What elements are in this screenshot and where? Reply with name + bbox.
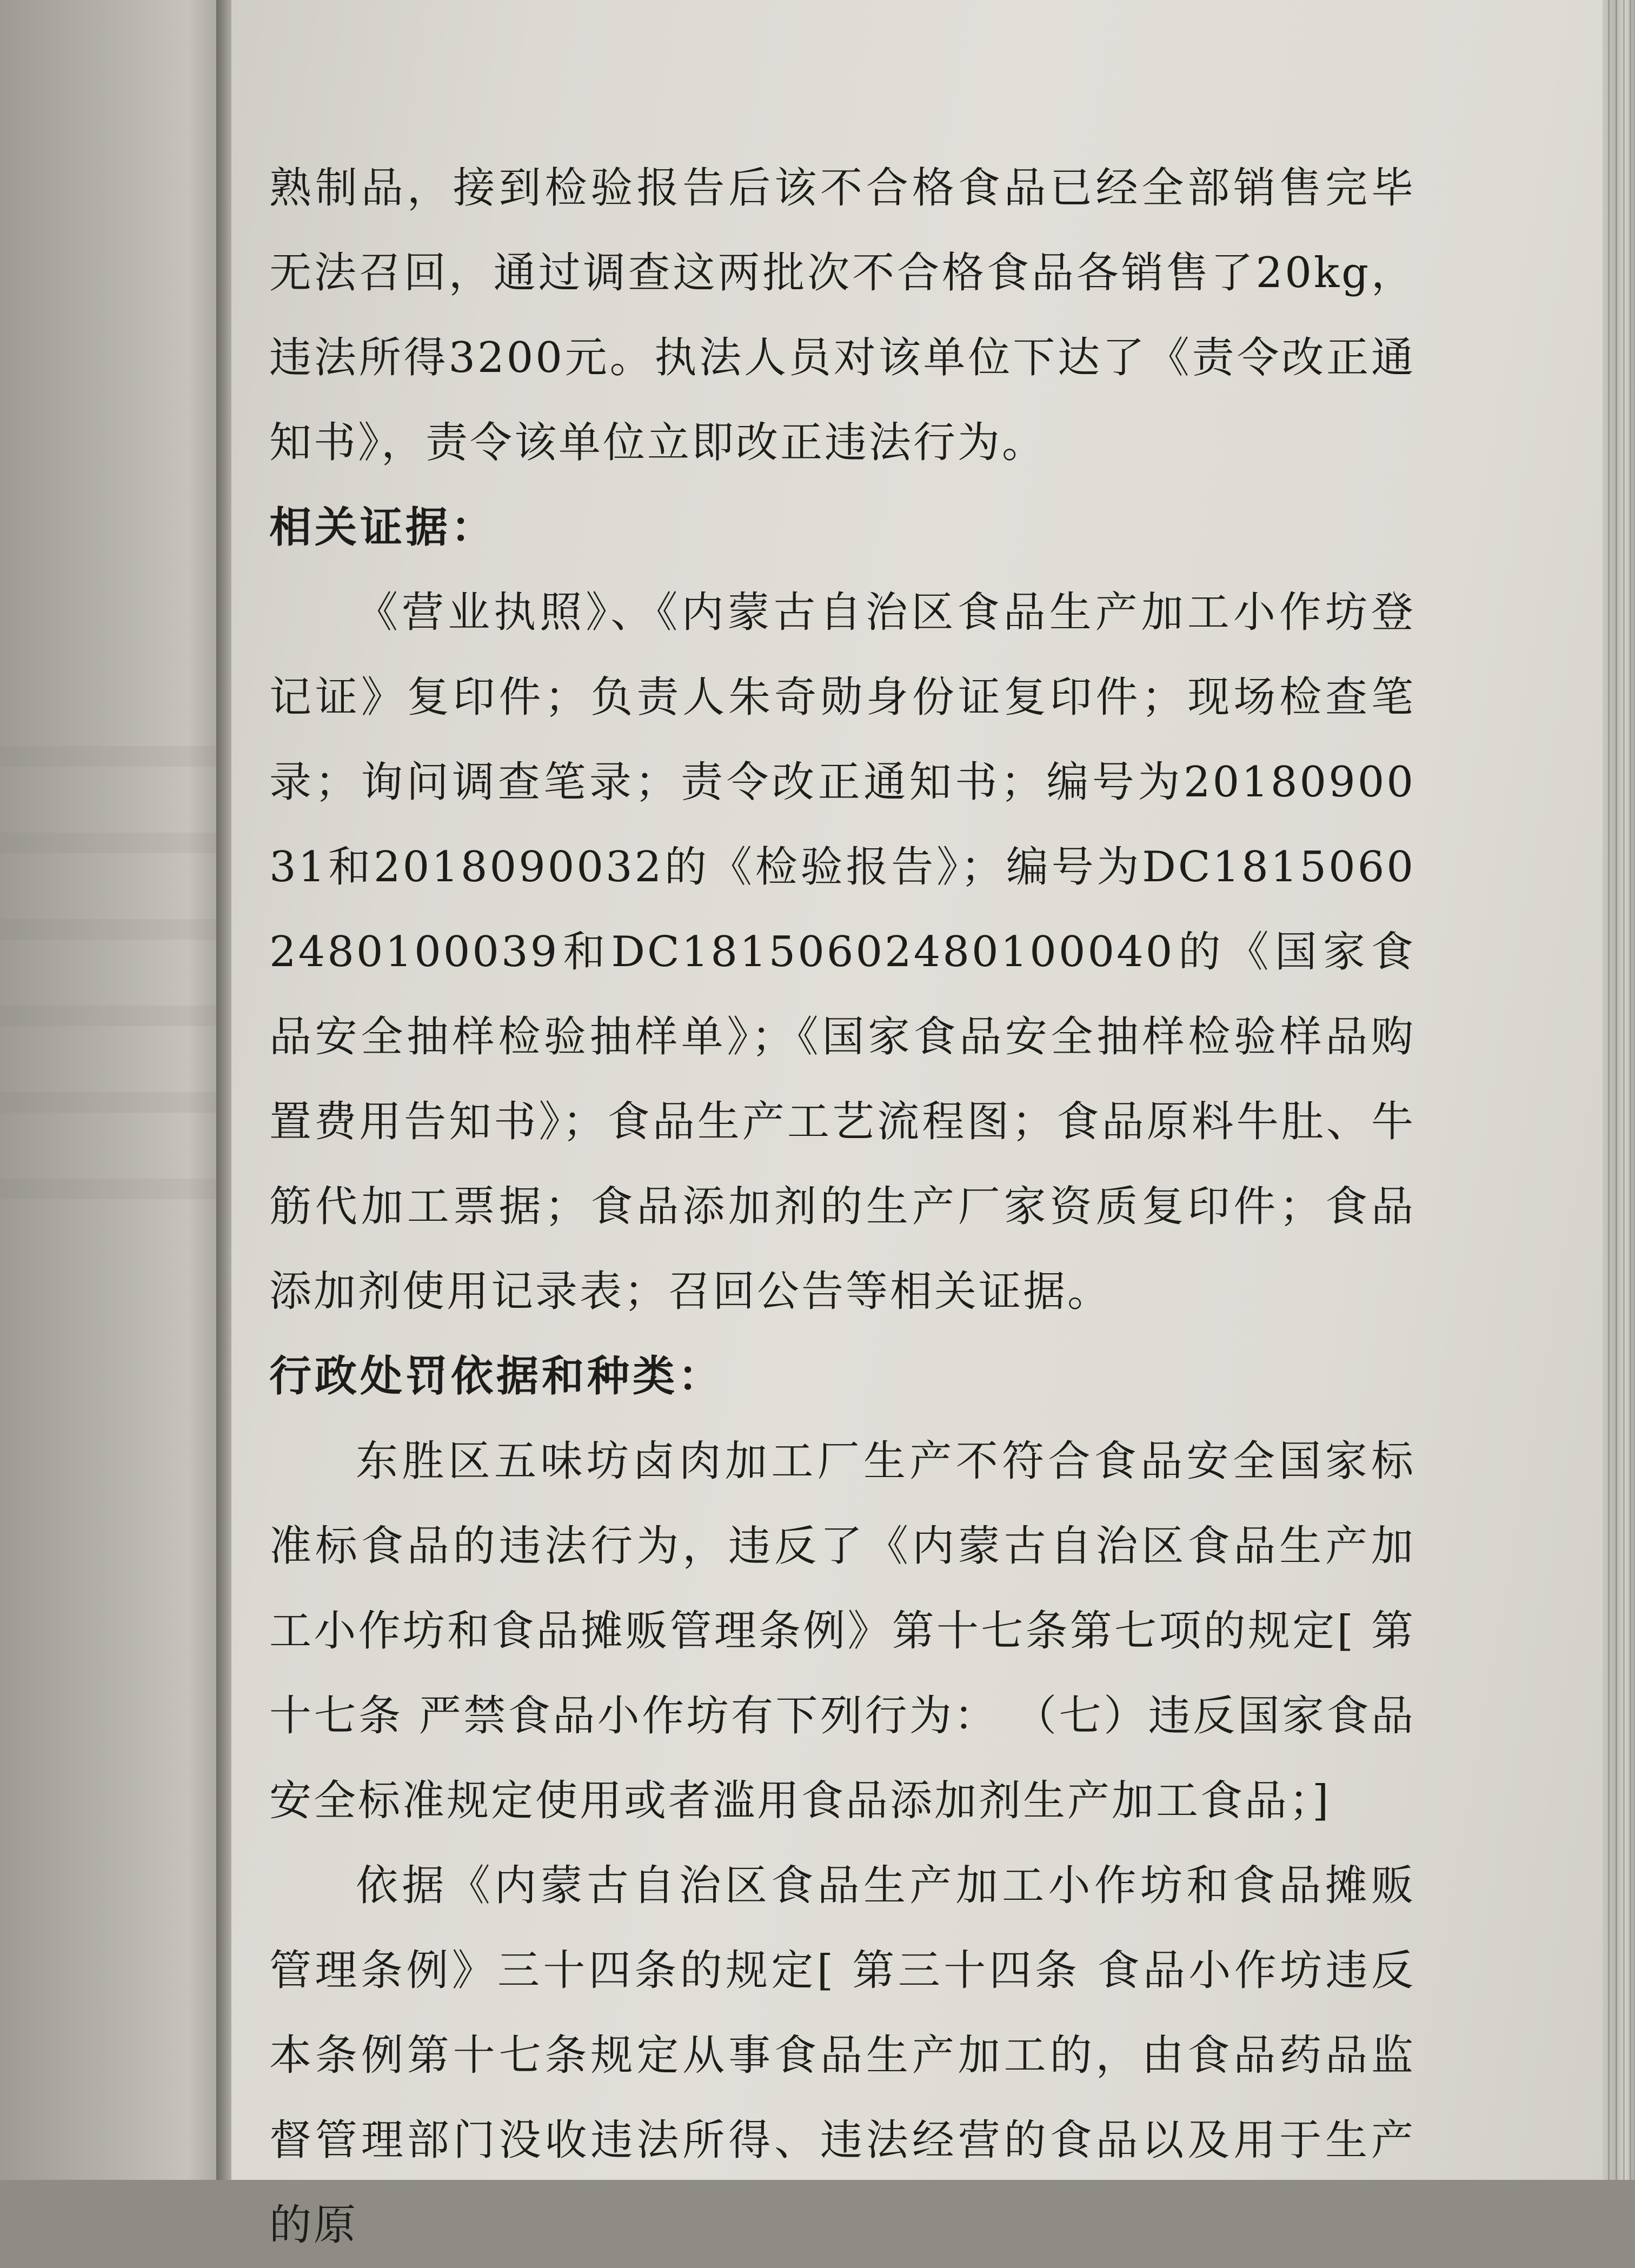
left-page-edge [0, 0, 221, 2180]
page-stack-edge [1603, 0, 1635, 2180]
document-body [269, 146, 1415, 2268]
bleed-through-mark [0, 833, 216, 853]
bleed-through-mark [0, 1006, 216, 1026]
heading-penalty: 行政处罚依据和种类： [269, 1352, 724, 1401]
paragraph-continued: 熟制品，接到检验报告后该不合格食品已经全部销售完毕无法召回，通过调查这两批次不合格食品各销售了20kg，违法所得3200元。执法人员对该单位下达了《责令改正通知书》，责令该单位立即改正违法行为。 [269, 164, 1415, 467]
bleed-through-mark [0, 746, 216, 767]
penalty-paragraph-1: 东胜区五味坊卤肉加工厂生产不符合食品安全国家标准标食品的违法行为，违反了《内蒙古自治区食品生产加工小作坊和食品摊贩管理条例》第十七条第七项的规定[ 第十七条 严禁食品小作坊有下列行为： （七）违反国家食品安全标准规定使用或者滥用食品添加剂生产加工食品；] [269, 1437, 1415, 1825]
bleed-through-mark [0, 1092, 216, 1113]
page-edge-line [1616, 0, 1617, 2180]
page-edge-line [1608, 0, 1610, 2180]
bleed-through-mark [0, 1179, 216, 1199]
heading-evidence: 相关证据： [269, 503, 497, 552]
page-edge-line [1623, 0, 1625, 2180]
penalty-paragraph-2: 依据《内蒙古自治区食品生产加工小作坊和食品摊贩管理条例》三十四条的规定[ 第三十四条 食品小作坊违反本条例第十七条规定从事食品生产加工的，由食品药品监督管理部门没收违法所得、违法经营的食品以及用于生产的原 [269, 1861, 1415, 2250]
bleed-through-mark [0, 919, 216, 940]
page-edge-line [1630, 0, 1631, 2180]
evidence-paragraph: 《营业执照》、《内蒙古自治区食品生产加工小作坊登记证》复印件；负责人朱奇勋身份证复印件；现场检查笔录；询问调查笔录；责令改正通知书；编号为2018090031和2018090032的《检验报告》；编号为DC18150602480100039和DC18150602480100040的《国家食品安全抽样检验抽样单》；《国家食品安全抽样检验样品购置费用告知书》；食品生产工艺流程图；食品原料牛肚、牛筋代加工票据；食品添加剂的生产厂家资质复印件；食品添加剂使用记录表；召回公告等相关证据。 [269, 588, 1415, 1316]
